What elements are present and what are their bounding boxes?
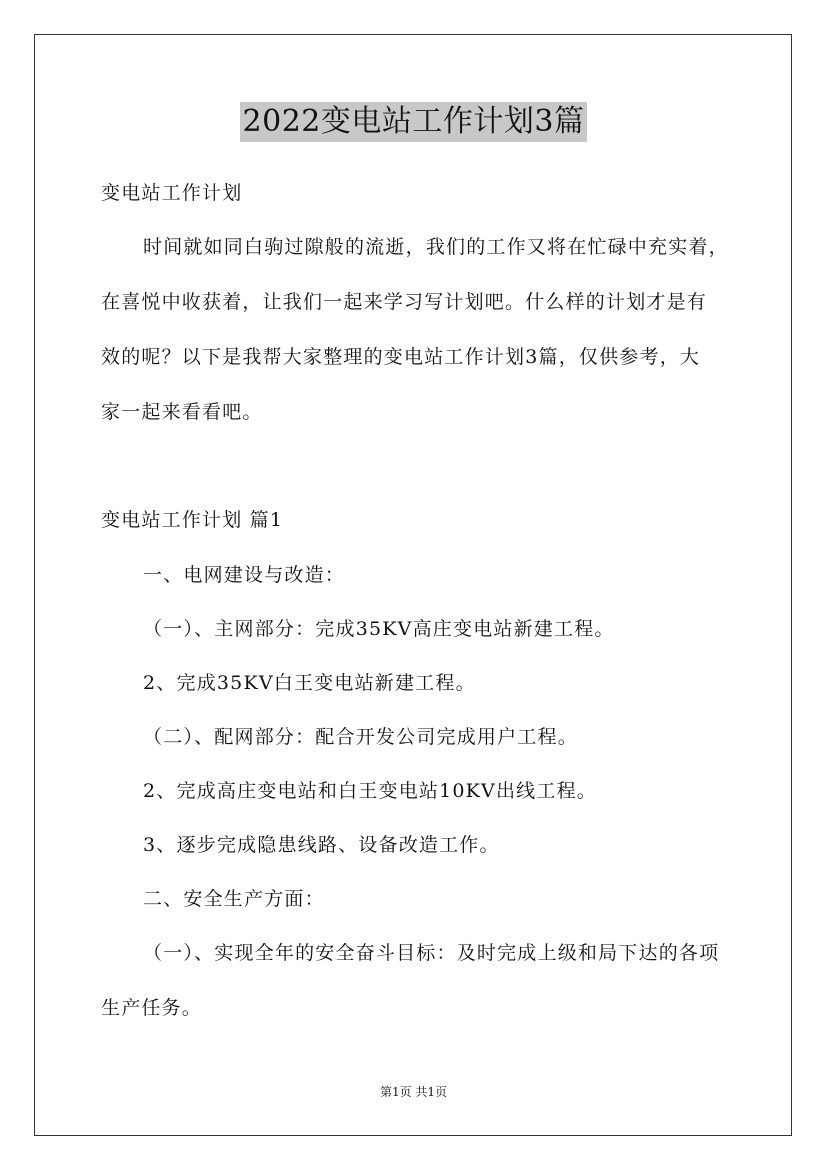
subtitle: 变电站工作计划 bbox=[101, 182, 243, 204]
item-line-2: （一）、主网部分：完成35KV高庄变电站新建工程。 bbox=[143, 618, 615, 640]
item-line-5: 2、完成高庄变电站和白王变电站10KV出线工程。 bbox=[143, 780, 597, 802]
item-line-1: 一、电网建设与改造： bbox=[143, 564, 346, 586]
item-line-4: （二）、配网部分：配合开发公司完成用户工程。 bbox=[143, 726, 578, 748]
item-line-7: 二、安全生产方面： bbox=[143, 888, 325, 910]
item-line-6: 3、逐步完成隐患线路、设备改造工作。 bbox=[143, 834, 500, 856]
intro-line-4: 家一起来看看吧。 bbox=[101, 401, 263, 423]
section-heading: 变电站工作计划 篇1 bbox=[101, 509, 284, 531]
intro-line-2: 在喜悦中收获着，让我们一起来学习写计划吧。什么样的计划才是有 bbox=[101, 291, 708, 313]
page-footer: 第1页 共1页 bbox=[379, 1085, 448, 1099]
intro-line-3: 效的呢？以下是我帮大家整理的变电站工作计划3篇，仅供参考，大 bbox=[101, 346, 701, 368]
document-title: 2022变电站工作计划3篇 bbox=[240, 102, 588, 142]
title-container bbox=[0, 102, 827, 142]
item-line-3: 2、完成35KV白王变电站新建工程。 bbox=[143, 672, 476, 694]
item-line-9: 生产任务。 bbox=[101, 997, 203, 1019]
intro-line-1: 时间就如同白驹过隙般的流逝，我们的工作又将在忙碌中充实着， bbox=[143, 236, 729, 258]
item-line-8: （一）、实现全年的安全奋斗目标：及时完成上级和局下达的各项 bbox=[143, 942, 720, 964]
